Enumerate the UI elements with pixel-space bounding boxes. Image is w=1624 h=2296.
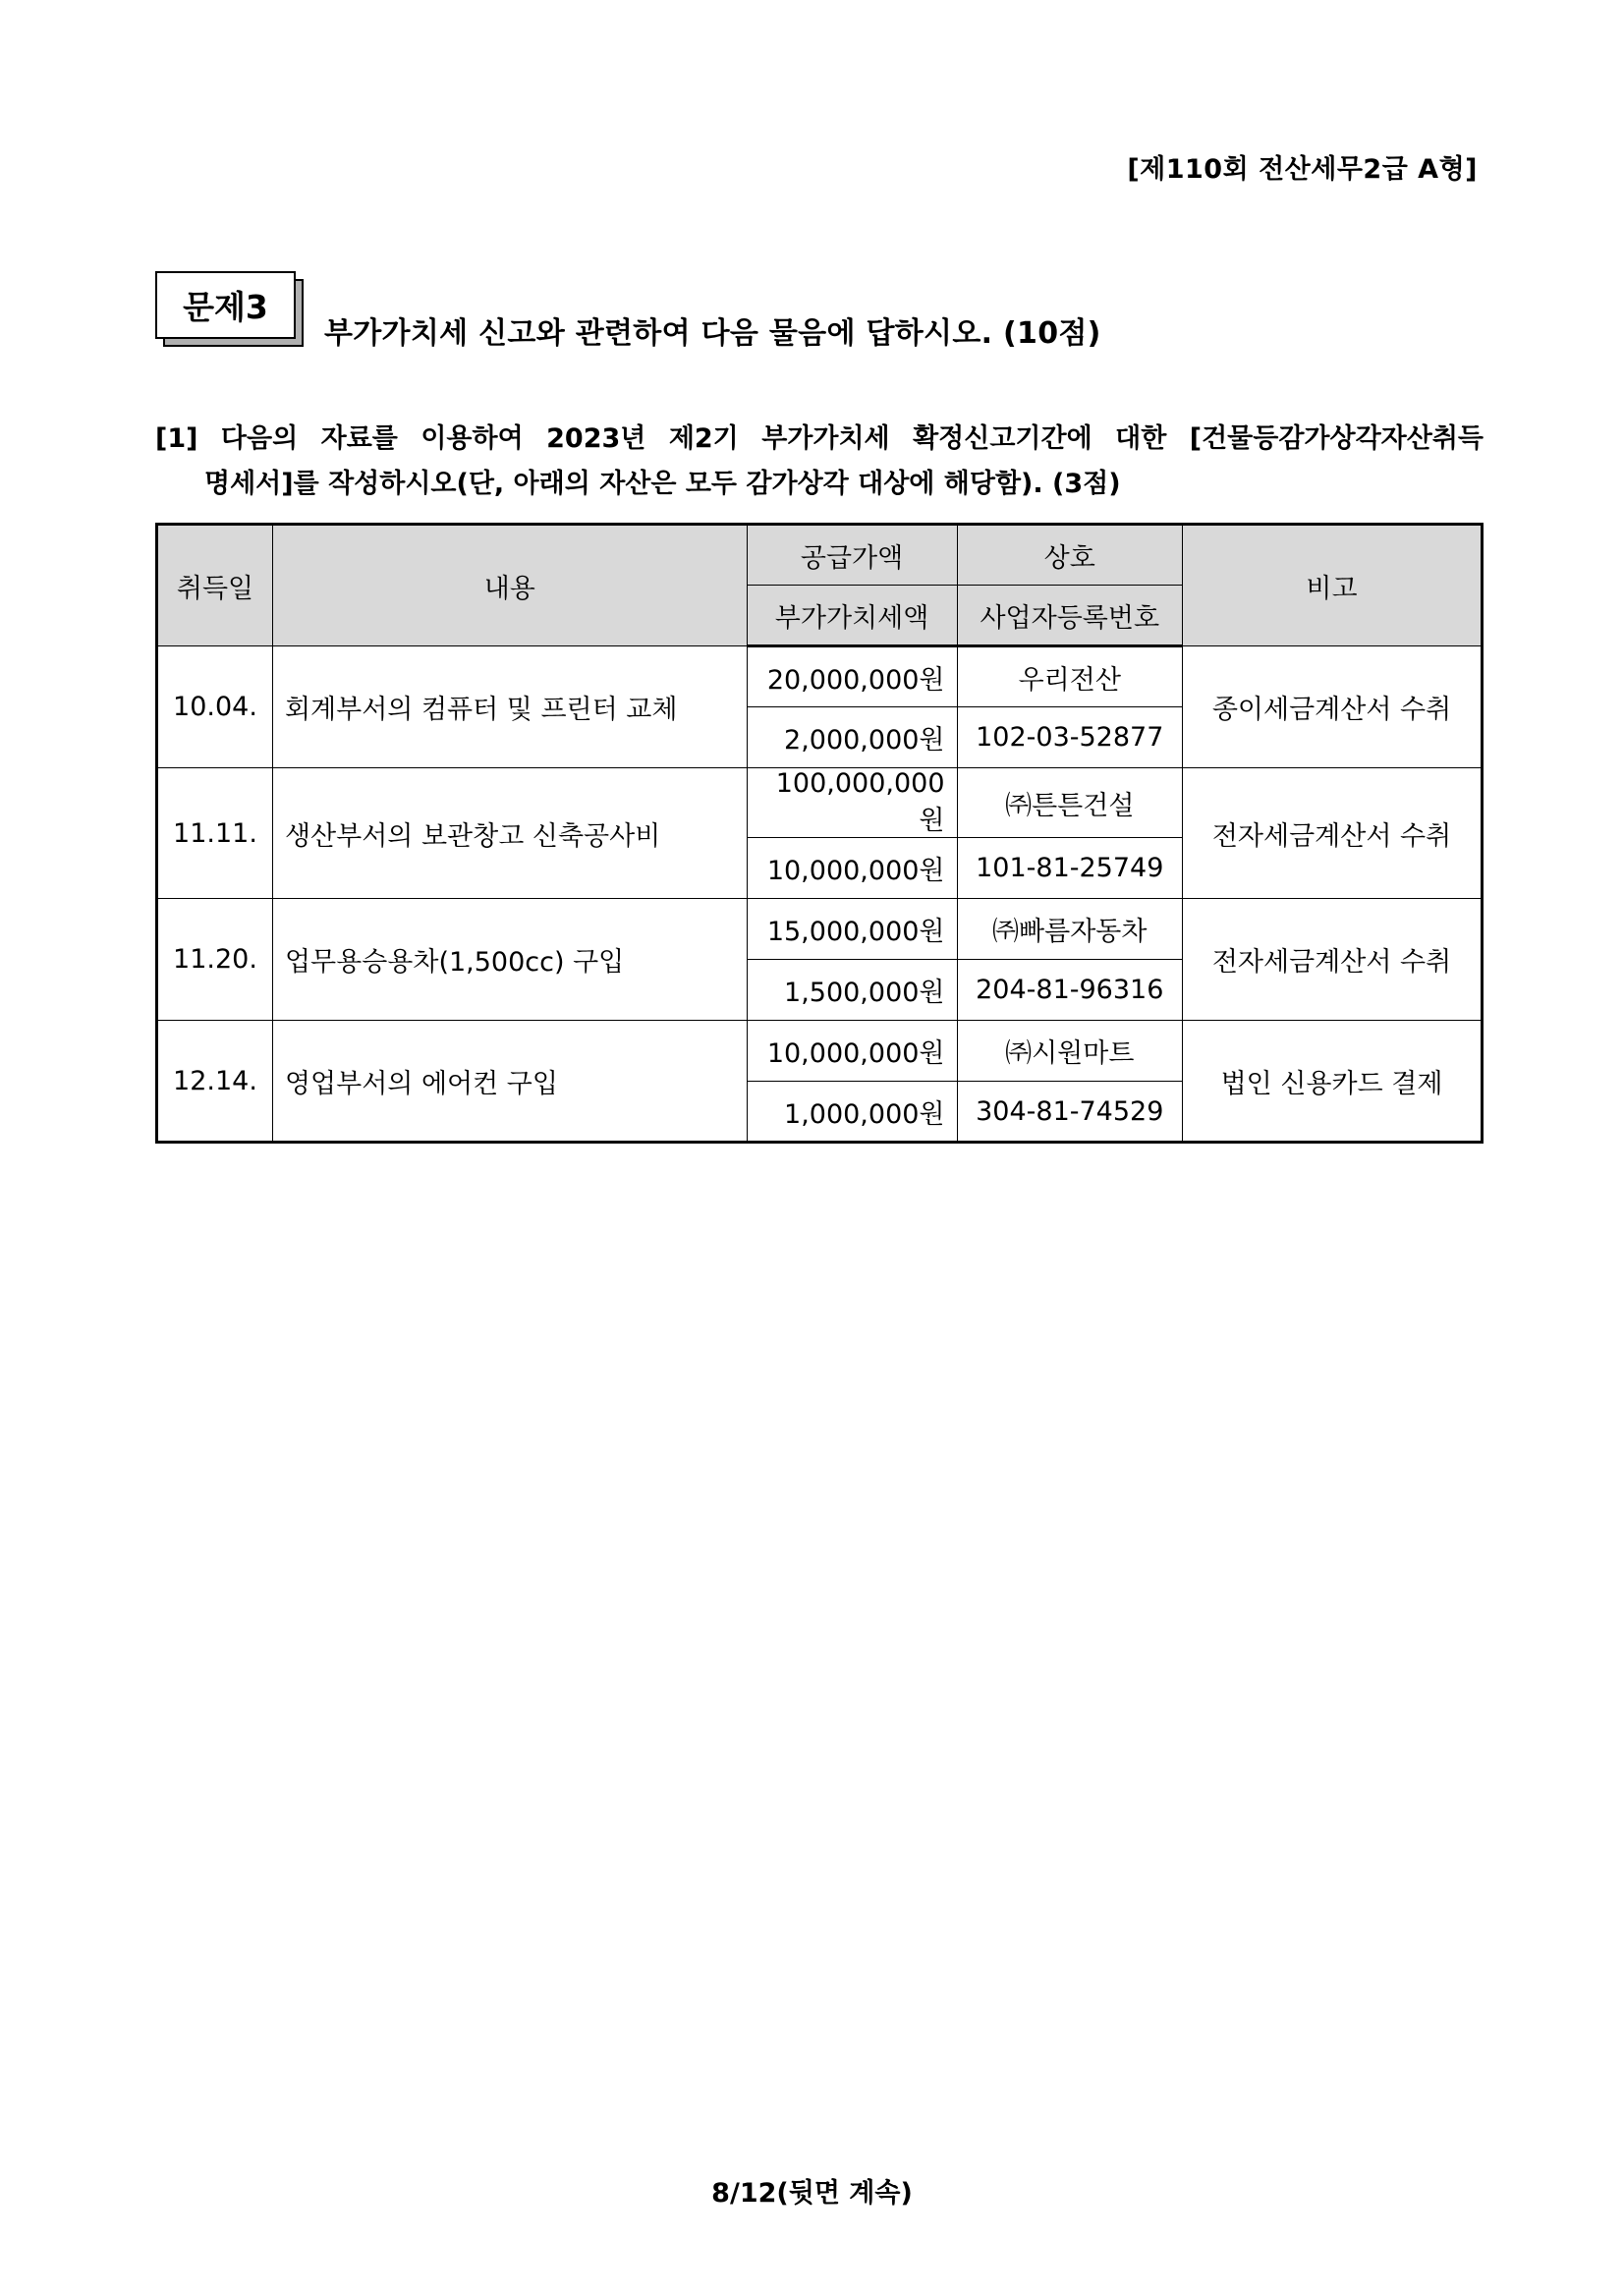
header-biz-number: 사업자등록번호	[957, 586, 1183, 646]
row-content: 회계부서의 컴퓨터 및 프린터 교체	[272, 646, 747, 768]
row-supply: 20,000,000원	[747, 646, 957, 707]
question-text-line2: 명세서]를 작성하시오(단, 아래의 자산은 모두 감가상각 대상에 해당함). (3점)	[204, 469, 1121, 499]
table-row	[157, 1021, 1483, 1082]
page-footer: 8/12(뒷면 계속)	[711, 2178, 913, 2209]
row-supply: 15,000,000원	[747, 899, 957, 960]
problem-number: 문제3	[155, 271, 296, 339]
row-content: 생산부서의 보관창고 신축공사비	[272, 768, 747, 899]
header-vat-amount: 부가가치세액	[747, 586, 957, 646]
table-row	[157, 768, 1483, 838]
row-vat: 1,000,000원	[747, 1082, 957, 1143]
row-biz-number: 304-81-74529	[957, 1082, 1183, 1143]
row-biz-number: 102-03-52877	[957, 707, 1183, 768]
row-remark: 전자세금계산서 수취	[1183, 768, 1483, 899]
row-company: 우리전산	[957, 646, 1183, 707]
row-date: 10.04.	[157, 646, 273, 768]
row-content: 영업부서의 에어컨 구입	[272, 1021, 747, 1143]
row-date: 11.20.	[157, 899, 273, 1021]
row-company: ㈜시원마트	[957, 1021, 1183, 1082]
row-vat: 1,500,000원	[747, 960, 957, 1021]
row-remark: 종이세금계산서 수취	[1183, 646, 1483, 768]
row-biz-number: 101-81-25749	[957, 838, 1183, 899]
header-company: 상호	[957, 525, 1183, 586]
header-date: 취득일	[157, 525, 273, 646]
row-supply: 100,000,000원	[747, 768, 957, 838]
header-content: 내용	[272, 525, 747, 646]
row-company: ㈜튼튼건설	[957, 768, 1183, 838]
row-supply: 10,000,000원	[747, 1021, 957, 1082]
row-date: 12.14.	[157, 1021, 273, 1143]
row-company: ㈜빠름자동차	[957, 899, 1183, 960]
header-remark: 비고	[1183, 525, 1483, 646]
header-supply-amount: 공급가액	[747, 525, 957, 586]
exam-header: [제110회 전산세무2급 A형]	[1127, 154, 1478, 185]
row-remark: 전자세금계산서 수취	[1183, 899, 1483, 1021]
question-text-line1: [1] 다음의 자료를 이용하여 2023년 제2기 부가가치세 확정신고기간에 대한 [건물등감가상각자산취득	[155, 423, 1484, 454]
table-row	[157, 899, 1483, 960]
row-remark: 법인 신용카드 결제	[1183, 1021, 1483, 1143]
row-content: 업무용승용차(1,500cc) 구입	[272, 899, 747, 1021]
problem-number-box	[155, 271, 304, 347]
problem-title: 부가가치세 신고와 관련하여 다음 물음에 답하시오. (10점)	[324, 316, 1101, 351]
table-row	[157, 646, 1483, 707]
row-date: 11.11.	[157, 768, 273, 899]
asset-table	[155, 523, 1484, 1144]
row-vat: 10,000,000원	[747, 838, 957, 899]
row-vat: 2,000,000원	[747, 707, 957, 768]
row-biz-number: 204-81-96316	[957, 960, 1183, 1021]
